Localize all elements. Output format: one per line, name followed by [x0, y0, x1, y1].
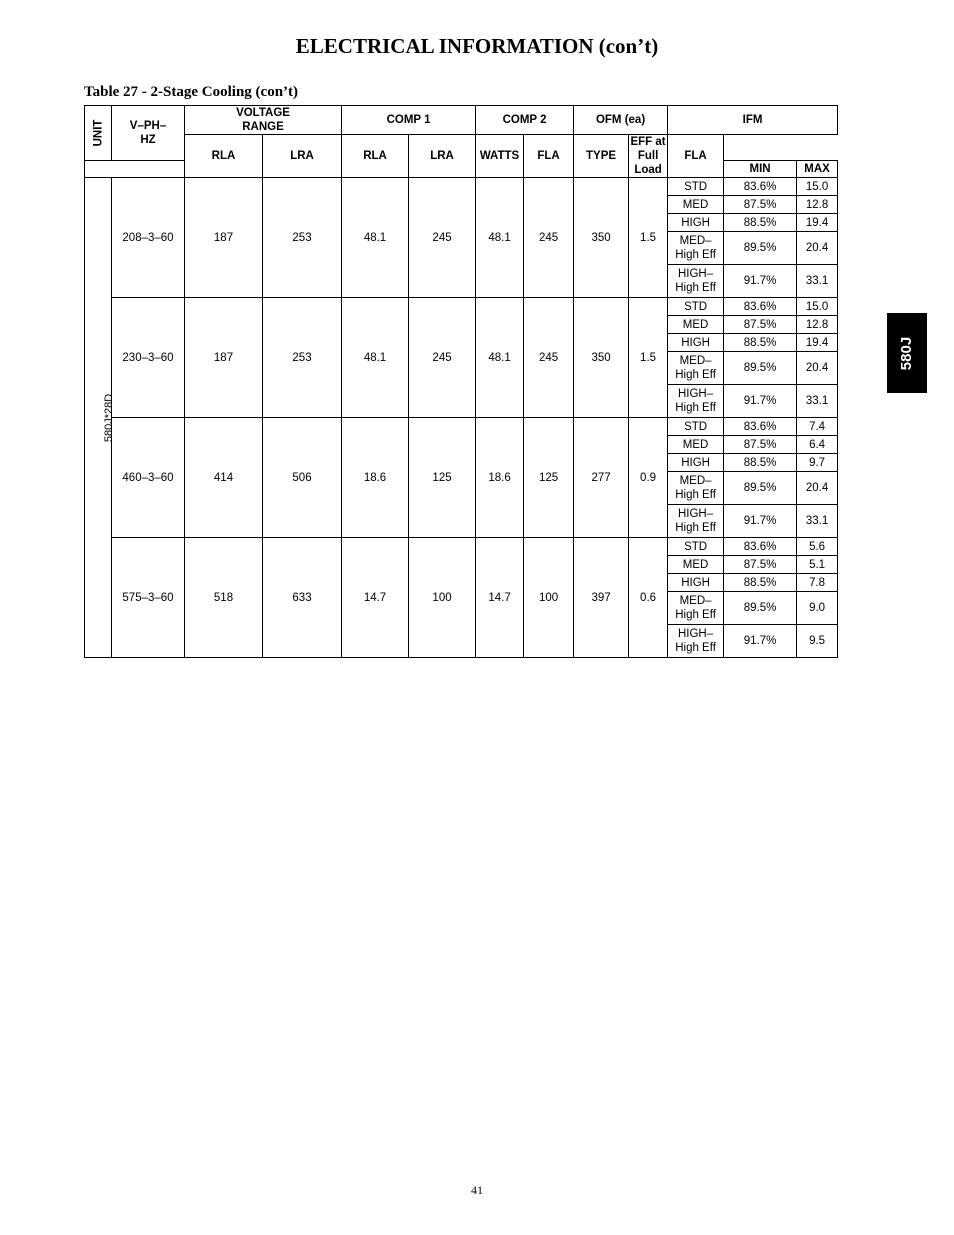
ifm-eff-cell: 88.5% [724, 334, 797, 352]
comp2-lra-header: LRA [409, 135, 476, 178]
ifm-fla-cell: 33.1 [797, 505, 838, 538]
ifm-type-cell: HIGH– High Eff [668, 625, 724, 658]
ifm-type-cell: MED– High Eff [668, 592, 724, 625]
ofm-watts-cell: 350 [574, 178, 629, 298]
side-tab-label: 580J [898, 336, 916, 370]
unit-vph-subheader-spacer [85, 160, 185, 177]
vph-cell: 575–3–60 [112, 538, 185, 658]
ifm-type-cell: MED [668, 556, 724, 574]
ifm-header: IFM [668, 106, 838, 135]
ofm-watts-cell: 350 [574, 298, 629, 418]
ifm-eff-cell: 91.7% [724, 625, 797, 658]
ifm-eff-cell: 88.5% [724, 574, 797, 592]
comp1-lra-header: LRA [263, 135, 342, 178]
ifm-fla-cell: 12.8 [797, 196, 838, 214]
ifm-eff-header: EFF at Full Load [630, 136, 666, 176]
ofm-header: OFM (ea) [574, 106, 668, 135]
table-row [85, 298, 838, 316]
voltage-min-cell: 187 [185, 298, 263, 418]
ifm-eff-cell: 87.5% [724, 196, 797, 214]
ofm-fla-cell: 0.9 [629, 418, 668, 538]
ifm-fla-cell: 20.4 [797, 232, 838, 265]
ifm-type-cell: STD [668, 418, 724, 436]
ifm-type-cell: MED [668, 436, 724, 454]
voltage-max-cell: 253 [263, 298, 342, 418]
comp1-lra-cell: 245 [409, 178, 476, 298]
ifm-type-cell: MED– High Eff [668, 352, 724, 385]
ifm-fla-cell: 7.4 [797, 418, 838, 436]
comp2-header: COMP 2 [476, 106, 574, 135]
ifm-eff-cell: 89.5% [724, 232, 797, 265]
comp1-header: COMP 1 [342, 106, 476, 135]
ofm-fla-cell: 0.6 [629, 538, 668, 658]
comp1-rla-cell: 48.1 [342, 298, 409, 418]
ifm-fla-cell: 33.1 [797, 385, 838, 418]
ifm-eff-cell: 83.6% [724, 538, 797, 556]
ifm-fla-cell: 6.4 [797, 436, 838, 454]
ifm-fla-cell: 19.4 [797, 214, 838, 232]
comp2-lra-cell: 245 [524, 178, 574, 298]
ofm-watts-cell: 277 [574, 418, 629, 538]
ifm-eff-cell: 91.7% [724, 505, 797, 538]
ifm-type-cell: HIGH– High Eff [668, 265, 724, 298]
ifm-type-cell: MED [668, 316, 724, 334]
table-row [85, 178, 838, 196]
ofm-fla-cell: 1.5 [629, 178, 668, 298]
ifm-type-header: TYPE [574, 135, 629, 178]
ifm-fla-cell: 12.8 [797, 316, 838, 334]
ifm-eff-cell: 83.6% [724, 178, 797, 196]
ifm-type-cell: HIGH– High Eff [668, 505, 724, 538]
ofm-fla-header: FLA [524, 135, 574, 178]
comp2-rla-cell: 48.1 [476, 178, 524, 298]
ifm-type-cell: MED [668, 196, 724, 214]
ifm-fla-cell: 9.0 [797, 592, 838, 625]
ifm-eff-cell: 87.5% [724, 556, 797, 574]
ifm-fla-cell: 33.1 [797, 265, 838, 298]
comp1-rla-cell: 18.6 [342, 418, 409, 538]
unit-cell [85, 178, 116, 658]
voltage-max-cell: 506 [263, 418, 342, 538]
ifm-type-cell: MED– High Eff [668, 232, 724, 265]
ifm-eff-cell: 88.5% [724, 214, 797, 232]
vph-header: V–PH– HZ [112, 106, 185, 161]
ifm-eff-cell: 91.7% [724, 385, 797, 418]
comp1-rla-cell: 48.1 [342, 178, 409, 298]
vph-cell: 208–3–60 [112, 178, 185, 298]
ifm-type-cell: HIGH– High Eff [668, 385, 724, 418]
ifm-eff-cell: 91.7% [724, 265, 797, 298]
comp1-lra-cell: 100 [409, 538, 476, 658]
ifm-fla-cell: 19.4 [797, 334, 838, 352]
comp1-rla-header: RLA [185, 135, 263, 178]
ifm-fla-header: FLA [668, 135, 724, 178]
ifm-type-cell: STD [668, 298, 724, 316]
ifm-eff-cell: 89.5% [724, 472, 797, 505]
ifm-fla-cell: 15.0 [797, 178, 838, 196]
voltage-max-cell: 253 [263, 178, 342, 298]
voltage-min-header: MIN [724, 160, 797, 177]
voltage-min-cell: 518 [185, 538, 263, 658]
ifm-eff-cell: 83.6% [724, 298, 797, 316]
ifm-type-cell: HIGH [668, 214, 724, 232]
ifm-fla-cell: 9.7 [797, 454, 838, 472]
section-side-tab [887, 313, 927, 393]
table-body [85, 178, 838, 658]
voltage-max-cell: 633 [263, 538, 342, 658]
page-title: ELECTRICAL INFORMATION (con’t) [295, 34, 659, 58]
table-row [85, 418, 838, 436]
ifm-eff-cell: 87.5% [724, 316, 797, 334]
ifm-eff-cell: 87.5% [724, 436, 797, 454]
ifm-type-cell: STD [668, 538, 724, 556]
comp2-rla-cell: 48.1 [476, 298, 524, 418]
comp2-lra-cell: 245 [524, 298, 574, 418]
ifm-fla-cell: 9.5 [797, 625, 838, 658]
ifm-type-cell: HIGH [668, 334, 724, 352]
unit-header [85, 106, 112, 161]
ifm-fla-cell: 20.4 [797, 352, 838, 385]
ifm-fla-cell: 5.6 [797, 538, 838, 556]
voltage-max-header: MAX [797, 160, 838, 177]
comp2-rla-header: RLA [342, 135, 409, 178]
ifm-type-cell: HIGH [668, 574, 724, 592]
ifm-eff-cell: 83.6% [724, 418, 797, 436]
ifm-eff-cell: 88.5% [724, 454, 797, 472]
ifm-type-cell: MED– High Eff [668, 472, 724, 505]
ifm-fla-cell: 15.0 [797, 298, 838, 316]
electrical-table [84, 105, 838, 658]
table-row [85, 538, 838, 556]
comp2-lra-cell: 100 [524, 538, 574, 658]
ifm-eff-cell: 89.5% [724, 352, 797, 385]
comp1-lra-cell: 125 [409, 418, 476, 538]
vph-cell: 230–3–60 [112, 298, 185, 418]
comp2-rla-cell: 14.7 [476, 538, 524, 658]
voltage-min-cell: 414 [185, 418, 263, 538]
ifm-type-cell: STD [668, 178, 724, 196]
comp2-lra-cell: 125 [524, 418, 574, 538]
ofm-watts-header: WATTS [476, 135, 524, 178]
ofm-watts-cell: 397 [574, 538, 629, 658]
vph-cell: 460–3–60 [112, 418, 185, 538]
comp1-lra-cell: 245 [409, 298, 476, 418]
ifm-type-cell: HIGH [668, 454, 724, 472]
voltage-range-header: VOLTAGE RANGE [185, 106, 342, 135]
ifm-fla-cell: 5.1 [797, 556, 838, 574]
comp2-rla-cell: 18.6 [476, 418, 524, 538]
ofm-fla-cell: 1.5 [629, 298, 668, 418]
ifm-fla-cell: 7.8 [797, 574, 838, 592]
table-caption: Table 27 - 2-Stage Cooling (con’t) [84, 84, 299, 100]
unit-label: 580J*28D [103, 393, 116, 442]
voltage-min-cell: 187 [185, 178, 263, 298]
ifm-eff-cell: 89.5% [724, 592, 797, 625]
page-number: 41 [471, 1183, 483, 1197]
ifm-fla-cell: 20.4 [797, 472, 838, 505]
unit-header-label: UNIT [92, 119, 105, 147]
comp1-rla-cell: 14.7 [342, 538, 409, 658]
